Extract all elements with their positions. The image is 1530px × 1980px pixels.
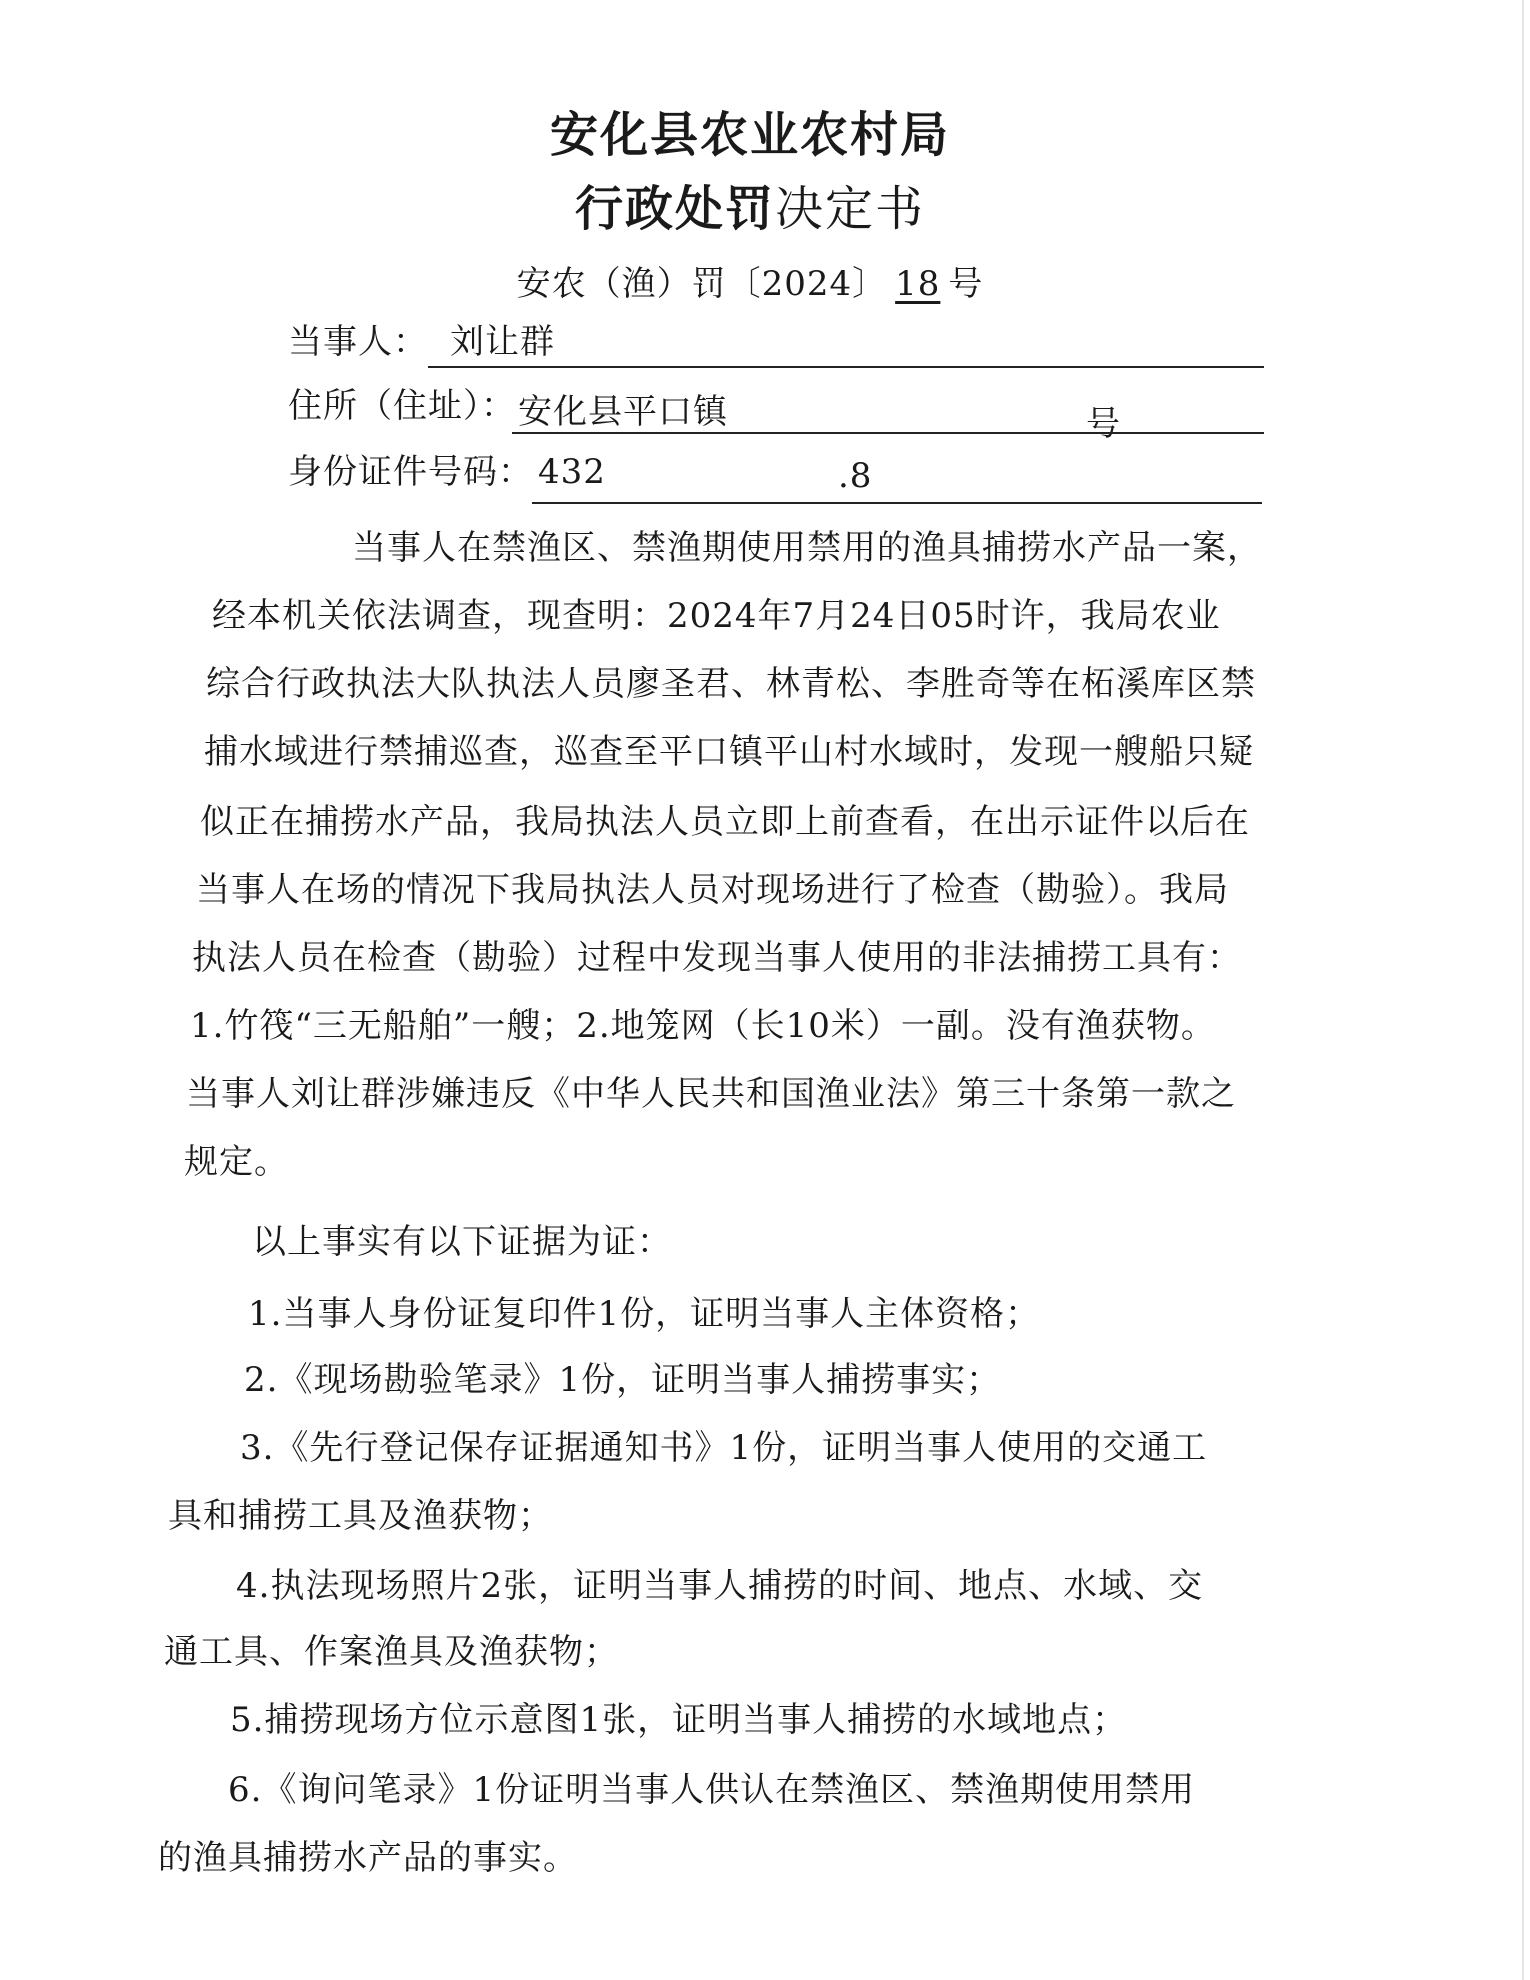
agency-title: 安化县农业农村局 [549,107,950,163]
evidence-item-2: 2.《现场勘验笔录》1份，证明当事人捕捞事实； [244,1360,1002,1400]
facts-line-4: 捕水域进行禁捕巡查，巡查至平口镇平山村水域时，发现一艘船只疑 [204,732,1254,772]
document-number-value: 18 [895,264,941,304]
facts-line-2: 经本机关依法调查，现查明：2024年7月24日05时许，我局农业 [212,596,1221,636]
facts-line-9: 当事人刘让群涉嫌违反《中华人民共和国渔业法》第三十条第一款之 [186,1074,1236,1114]
facts-line-1: 当事人在禁渔区、禁渔期使用禁用的渔具捕捞水产品一案， [352,528,1262,568]
document-number-suffix: 号 [948,264,984,304]
document-number-prefix: 安农（渔）罚〔2024〕 [516,264,888,304]
party-name-underline [428,366,1264,368]
address-label: 住所（住址）： [288,386,516,426]
facts-line-10: 规定。 [184,1142,289,1182]
evidence-item-5: 5.捕捞现场方位示意图1张，证明当事人捕捞的水域地点； [230,1700,1128,1740]
evidence-item-4: 4.执法现场照片2张，证明当事人捕捞的时间、地点、水域、交 [236,1566,1204,1606]
document-title-rest: 决定书 [775,181,926,237]
id-number-label: 身份证件号码： [288,452,533,492]
facts-line-3: 综合行政执法大队执法人员廖圣君、林青松、李胜奇等在柘溪库区禁 [206,664,1256,704]
document-number [0,256,1500,305]
address-value: 安化县平口镇 [518,392,728,432]
id-number-start: 432 [538,452,606,492]
facts-line-7: 执法人员在检查（勘验）过程中发现当事人使用的非法捕捞工具有： [192,938,1242,978]
id-number-end: .8 [838,456,873,496]
evidence-item-6-cont: 的渔具捕捞水产品的事实。 [158,1838,578,1878]
evidence-item-3: 3.《先行登记保存证据通知书》1份，证明当事人使用的交通工 [240,1428,1208,1468]
document-title [0,170,1500,239]
document-title-bold: 行政处罚 [574,181,775,237]
party-name-label: 当事人： [288,322,428,362]
evidence-item-3-cont: 具和捕捞工具及渔获物； [168,1496,553,1536]
evidence-intro: 以上事实有以下证据为证： [252,1222,672,1262]
evidence-item-4-cont: 通工具、作案渔具及渔获物； [164,1632,619,1672]
facts-line-8: 1.竹筏“三无船舶”一艘；2.地笼网（长10米）一副。没有渔获物。 [190,1006,1216,1046]
id-number-underline [532,502,1262,504]
evidence-item-1: 1.当事人身份证复印件1份，证明当事人主体资格； [248,1294,1041,1334]
facts-line-6: 当事人在场的情况下我局执法人员对现场进行了检查（勘验）。我局 [196,870,1229,910]
address-suffix: 号 [1086,404,1121,444]
address-redaction [740,384,1070,424]
facts-line-5: 似正在捕捞水产品，我局执法人员立即上前查看，在出示证件以后在 [200,802,1250,842]
scan-edge-line [1522,0,1524,1980]
party-name-value: 刘让群 [450,322,555,362]
evidence-item-6: 6.《询问笔录》1份证明当事人供认在禁渔区、禁渔期使用禁用 [228,1770,1196,1810]
address-underline [512,432,1264,434]
